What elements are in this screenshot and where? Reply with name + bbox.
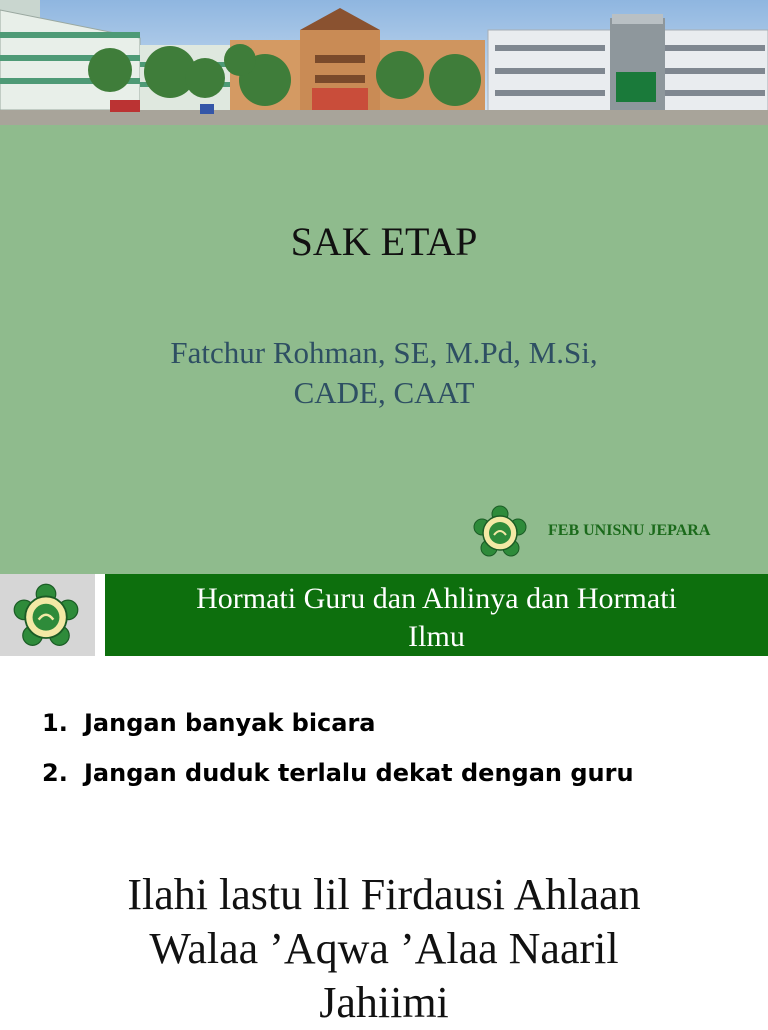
list-text: Jangan banyak bicara [84, 709, 376, 737]
prayer-line-2: Walaa ’Aqwa ’Alaa Naaril [149, 924, 619, 973]
motto-line-1: Hormati Guru dan Ahlinya dan Hormati [196, 582, 677, 615]
prayer-line-3: Jahiimi [319, 978, 449, 1027]
author-line-1: Fatchur Rohman, SE, M.Pd, M.Si, [170, 335, 598, 370]
author-name [0, 333, 768, 413]
list-number: 2. [42, 759, 68, 787]
faculty-label: FEB UNISNU JEPARA [548, 522, 711, 539]
list-number: 1. [42, 709, 68, 737]
list-item [42, 703, 634, 753]
university-logo [473, 505, 527, 559]
author-line-2: CADE, CAAT [293, 375, 475, 410]
list-text: Jangan duduk terlalu dekat dengan guru [84, 759, 634, 787]
rules-list [42, 703, 634, 803]
campus-photo [0, 0, 768, 125]
prayer-text [0, 868, 768, 1030]
university-logo-large [13, 583, 79, 649]
slide-title: SAK ETAP [290, 219, 478, 264]
list-item [42, 753, 634, 803]
motto-banner [105, 574, 768, 656]
motto-line-2: Ilmu [408, 620, 465, 653]
prayer-line-1: Ilahi lastu lil Firdausi Ahlaan [127, 870, 641, 919]
